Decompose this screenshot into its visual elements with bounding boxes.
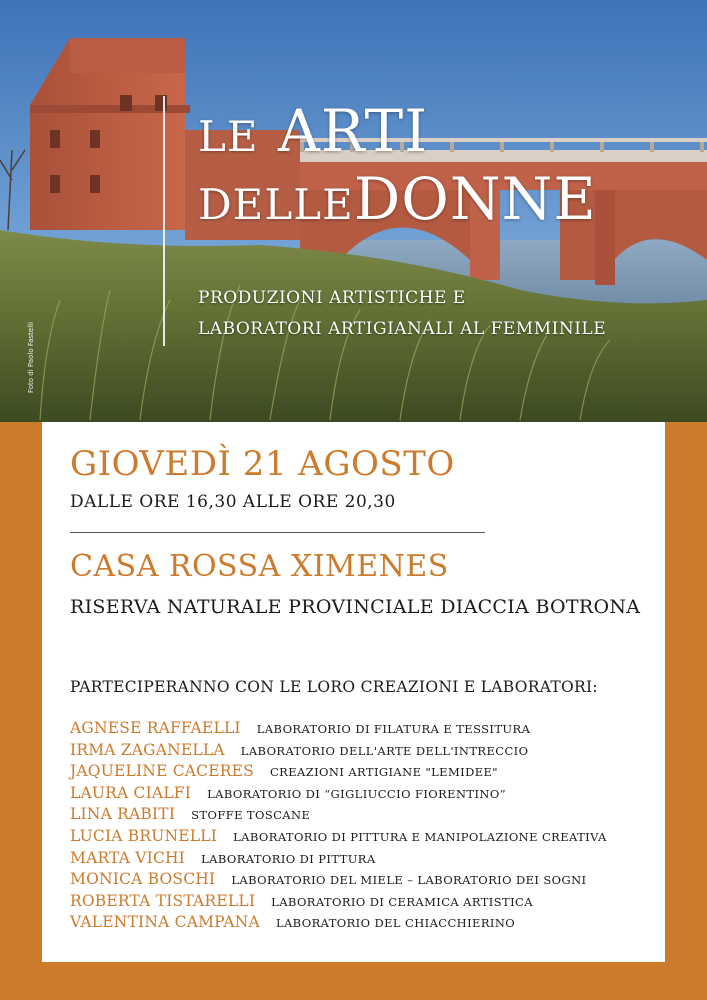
participant-activity: CREAZIONI ARTIGIANE "LEMIDEE" <box>269 765 498 780</box>
list-item <box>70 848 660 870</box>
participant-activity: LABORATORIO DEL MIELE – LABORATORIO DEI SOGNI <box>231 873 587 888</box>
participant-name: AGNESE RAFFAELLI <box>70 719 241 737</box>
title-divider <box>163 96 165 346</box>
list-item <box>70 718 660 740</box>
title-word-arti: ARTI <box>278 97 429 165</box>
list-item <box>70 740 660 762</box>
section-divider <box>70 532 485 533</box>
participant-activity: LABORATORIO DELL'ARTE DELL'INTRECCIO <box>240 743 529 758</box>
participant-activity: LABORATORIO DI FILATURA E TESSITURA <box>256 722 531 736</box>
event-reserve: RISERVA NATURALE PROVINCIALE DIACCIA BOTRONA <box>70 596 641 618</box>
participants-list <box>70 718 660 934</box>
info-panel <box>42 422 665 962</box>
header-photo <box>0 0 707 422</box>
subtitle-line2: LABORATORI ARTIGIANALI AL FEMMINILE <box>198 319 607 339</box>
title-word-donne: DONNE <box>353 165 597 233</box>
main-title-line2 <box>198 166 597 238</box>
title-word-delle: DELLE <box>198 180 354 229</box>
participant-activity: STOFFE TOSCANE <box>191 808 311 823</box>
event-place: CASA ROSSA XIMENES <box>70 549 449 584</box>
list-item <box>70 826 660 848</box>
list-item <box>70 783 660 805</box>
list-item <box>70 891 660 913</box>
participant-name: LUCIA BRUNELLI <box>70 826 218 845</box>
participant-activity: LABORATORIO DI “GIGLIUCCIO FIORENTINO” <box>207 786 507 801</box>
participant-name: VALENTINA CAMPANA <box>70 913 260 932</box>
participant-activity: LABORATORIO DEL CHIACCHIERINO <box>275 916 516 931</box>
participant-name: ROBERTA TISTARELLI <box>70 891 256 910</box>
participant-activity: LABORATORIO DI PITTURA <box>201 851 376 866</box>
orange-frame <box>0 422 707 1000</box>
participant-name: MARTA VICHI <box>70 848 186 867</box>
participant-name: MONICA BOSCHI <box>70 870 216 889</box>
list-item <box>70 804 660 826</box>
participant-name: IRMA ZAGANELLA <box>70 740 225 759</box>
title-word-le: LE <box>198 112 259 161</box>
event-hours: DALLE ORE 16,30 ALLE ORE 20,30 <box>70 492 396 512</box>
list-item <box>70 912 660 934</box>
participant-activity: LABORATORIO DI PITTURA E MANIPOLAZIONE CREATIVA <box>233 829 607 844</box>
main-title-line1 <box>198 98 428 170</box>
photo-credit: Foto di Paolo Fastelli <box>27 321 35 393</box>
list-item <box>70 761 660 783</box>
subtitle-line1: PRODUZIONI ARTISTICHE E <box>198 288 466 308</box>
list-item <box>70 869 660 891</box>
participant-name: LAURA CIALFI <box>70 783 192 802</box>
participant-name: LINA RABITI <box>70 805 176 824</box>
participants-intro: PARTECIPERANNO CON LE LORO CREAZIONI E LABORATORI: <box>70 678 598 696</box>
participant-name: JAQUELINE CACERES <box>70 762 254 781</box>
event-date: GIOVEDÌ 21 AGOSTO <box>70 444 455 484</box>
participant-activity: LABORATORIO DI CERAMICA ARTISTICA <box>271 894 533 909</box>
